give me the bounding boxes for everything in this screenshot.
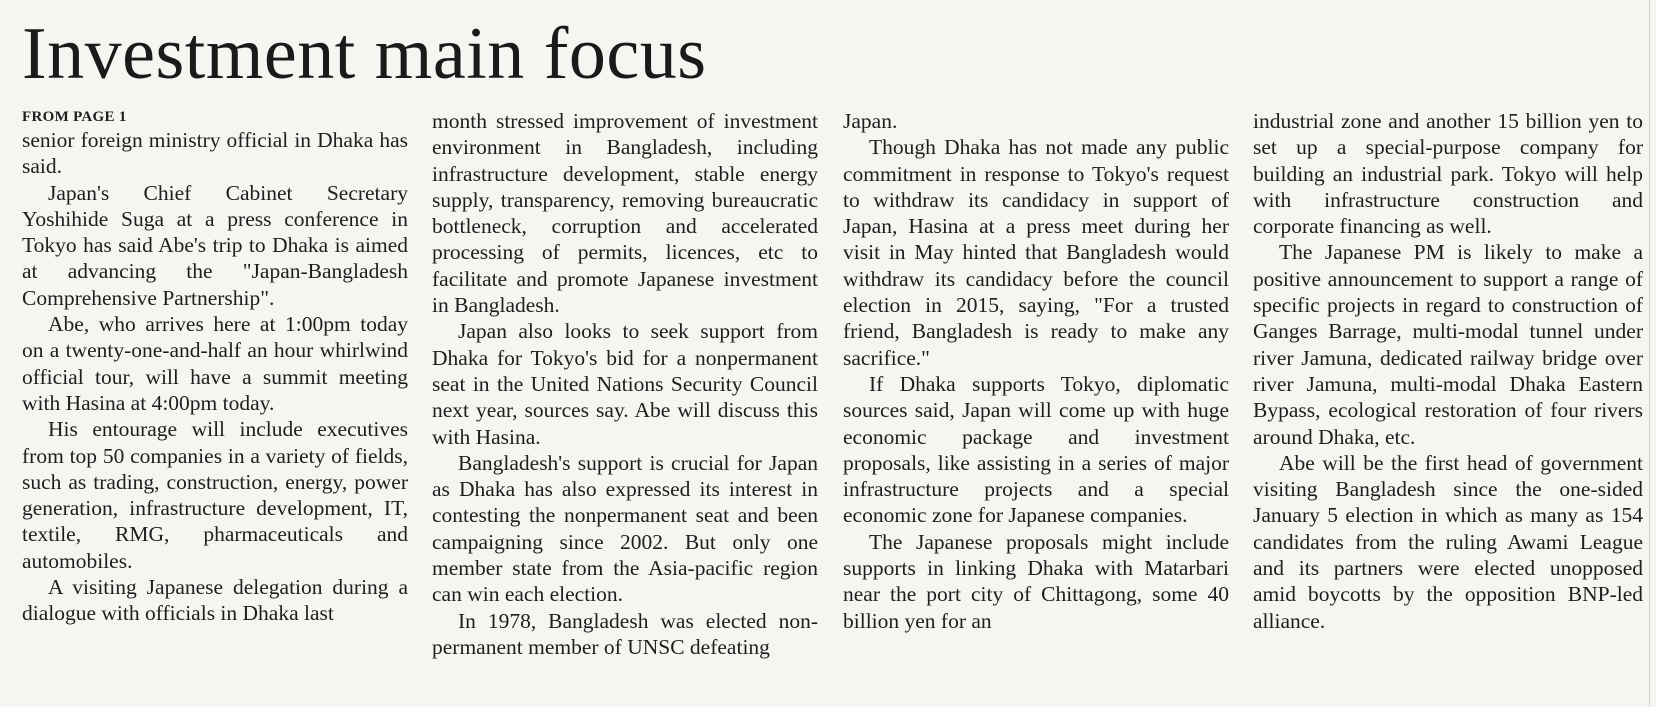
paragraph: Japan's Chief Cabinet Secretary Yoshihide Suga at a press conference in Tokyo has said Abe's trip to Dhaka is aimed at advancing the "Japan-Bangladesh Comprehensive Partnership". <box>22 180 408 310</box>
paragraph: Bangladesh's support is crucial for Japan as Dhaka has also expressed its interest in contesting the nonpermanent seat and been campaigning since 2002. But only one member state from the Asia-pacific region can win each election. <box>432 450 818 607</box>
paragraph: The Japanese proposals might include supports in linking Dhaka with Matarbari near the port city of Chittagong, some 40 billion yen for an <box>843 529 1229 633</box>
paragraph: If Dhaka supports Tokyo, diplomatic sources said, Japan will come up with huge economic package and investment proposals, like assisting in a series of major infrastructure projects and a special economic zone for Japanese companies. <box>843 371 1229 528</box>
headline: Investment main focus <box>22 13 707 95</box>
paragraph: Though Dhaka has not made any public commitment in response to Tokyo's request to withdraw its candidacy in support of Japan, Hasina at a press meet during her visit in May hinted that Bangladesh would withdraw its candidacy before the council election in 2015, saying, "For a trusted friend, Bangladesh is ready to make any sacrifice." <box>843 135 1229 370</box>
paragraph: Abe, who arrives here at 1:00pm today on a twenty-one-and-half an hour whirlwind official tour, will have a summit meeting with Hasina at 4:00pm today. <box>22 312 408 415</box>
paragraph: In 1978, Bangladesh was elected non-permanent member of UNSC defeating <box>432 608 818 659</box>
dateline: FROM PAGE 1 <box>22 109 127 125</box>
paragraph: His entourage will include executives from top 50 companies in a variety of fields, such as trading, construction, energy, power generation, infrastructure development, IT, textile, RMG, pharmaceuticals and automobiles. <box>22 417 408 573</box>
article-column-2 <box>432 108 818 660</box>
paragraph: Japan. <box>843 109 898 133</box>
paragraph: The Japanese PM is likely to make a positive announcement to support a range of specific projects in regard to construction of Ganges Barrage, multi-modal tunnel under river Jamuna, dedicated railway bridge over river Jamuna, multi-modal Dhaka Eastern Bypass, ecological restoration of four rivers around Dhaka, etc. <box>1253 240 1643 449</box>
paragraph: Abe will be the first head of government visiting Bangladesh since the one-sided January 5 election in which as many as 154 candidates from the ruling Awami League and its partners were elected unopposed amid boycotts by the opposition BNP-led alliance. <box>1253 450 1643 633</box>
column-divider <box>1649 0 1650 707</box>
paragraph: A visiting Japanese delegation during a dialogue with officials in Dhaka last <box>22 575 408 626</box>
paragraph: senior foreign ministry official in Dhaka has said. <box>22 128 408 179</box>
article-column-4 <box>1253 108 1643 634</box>
paragraph: industrial zone and another 15 billion yen to set up a special-purpose company for building an industrial park. Tokyo will help with infrastructure construction and corporate financing as well. <box>1253 109 1643 239</box>
paragraph: Japan also looks to seek support from Dhaka for Tokyo's bid for a nonpermanent seat in the United Nations Security Council next year, sources say. Abe will discuss this with Hasina. <box>432 319 818 449</box>
article-column-1 <box>22 108 408 627</box>
article-column-3 <box>843 108 1229 634</box>
paragraph: month stressed improvement of investment environment in Bangladesh, including infrastructure development, stable energy supply, transparency, removing bureaucratic bottleneck, corruption and accelerated processing of permits, licences, etc to facilitate and promote Japanese investment in Bangladesh. <box>432 109 818 318</box>
